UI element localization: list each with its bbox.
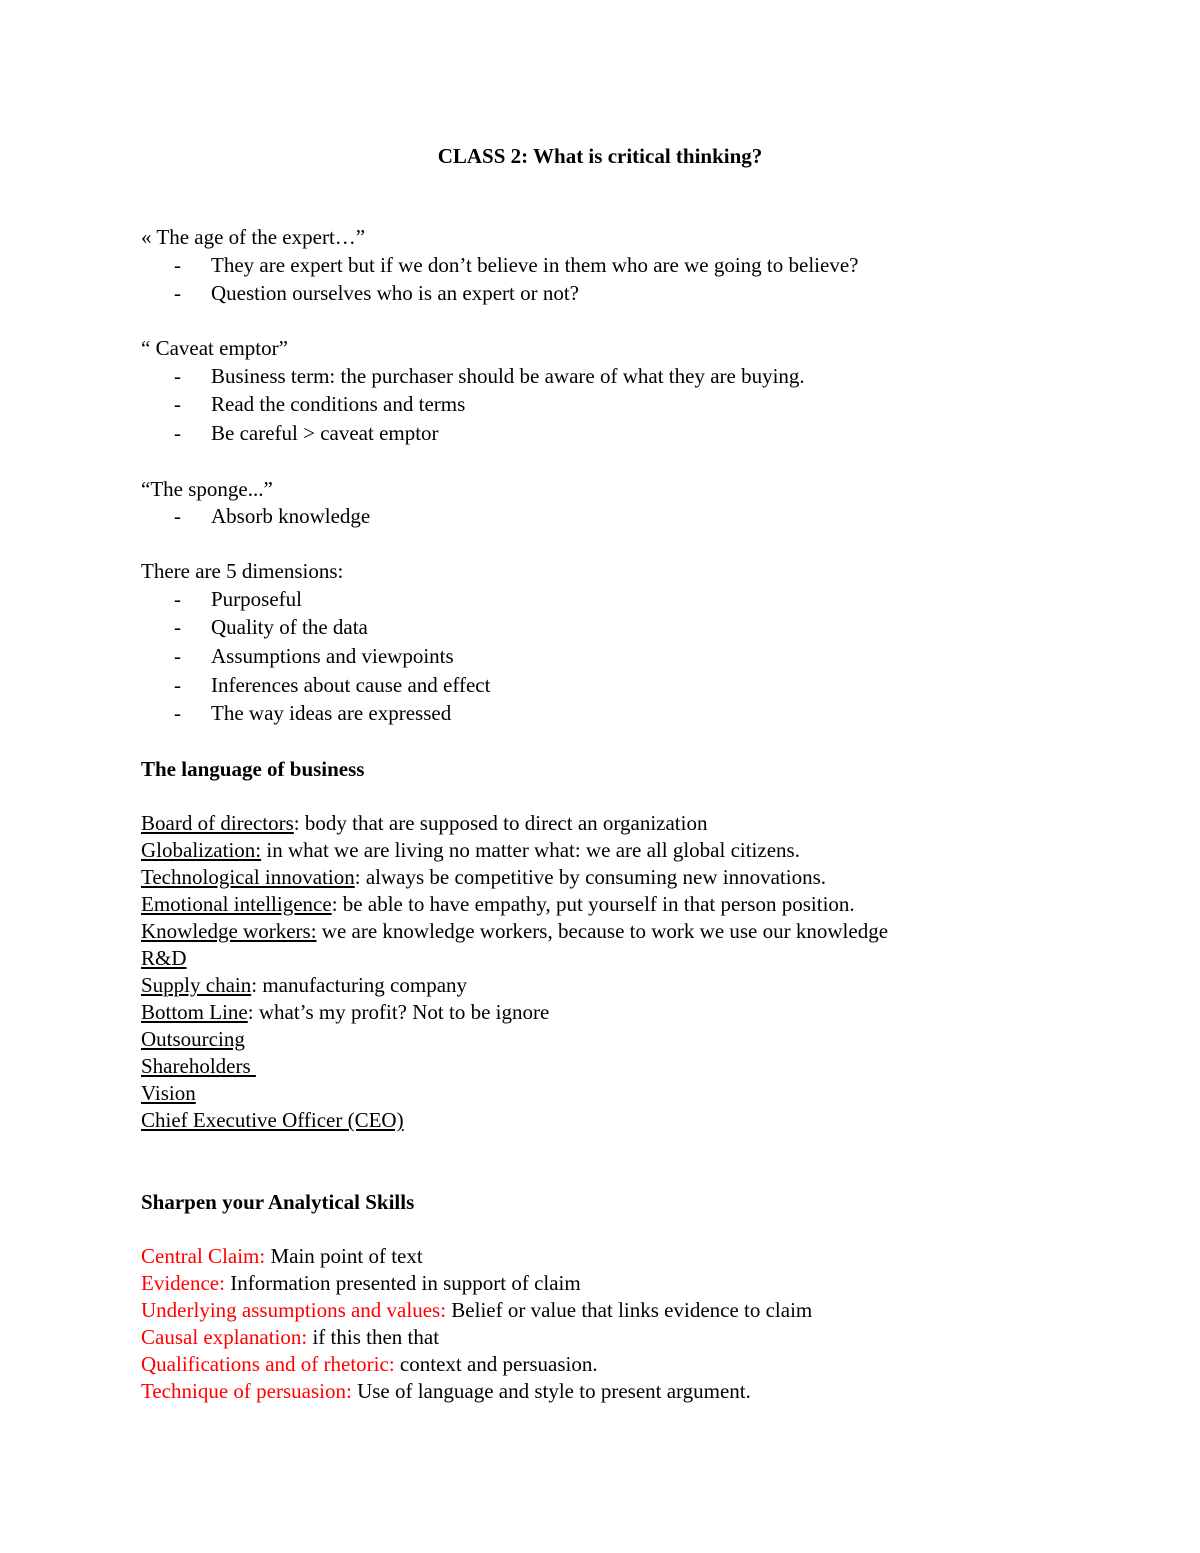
term-definition: always be competitive by consuming new innovations. — [360, 865, 826, 889]
expert-bullet-2 — [174, 280, 579, 307]
bullet-dash: - — [174, 364, 181, 388]
language-term-row — [141, 918, 888, 945]
bullet-dash: - — [174, 673, 181, 697]
dimensions-bullet-5 — [174, 700, 451, 727]
caveat-bullet-3 — [174, 420, 439, 447]
language-term-row — [141, 945, 187, 972]
language-heading: The language of business — [141, 757, 365, 781]
bullet-dash: - — [174, 392, 181, 416]
analytical-term-row — [141, 1243, 423, 1270]
term-label: Chief Executive Officer (CEO) — [141, 1108, 404, 1132]
term-definition: Information presented in support of claim — [224, 1271, 581, 1295]
expert-heading: « The age of the expert…” — [141, 225, 366, 249]
bullet-text: Inferences about cause and effect — [211, 673, 491, 697]
bullet-dash: - — [174, 644, 181, 668]
dimensions-bullet-4 — [174, 672, 490, 699]
analytical-term-row — [141, 1378, 751, 1405]
bullet-text: Absorb knowledge — [211, 504, 371, 528]
sponge-heading: “The sponge...” — [141, 477, 273, 501]
caveat-bullet-2 — [174, 391, 465, 418]
bullet-text: Read the conditions and terms — [211, 392, 466, 416]
language-term-row — [141, 999, 549, 1026]
bullet-text: Purposeful — [211, 587, 302, 611]
language-term-row — [141, 1053, 256, 1080]
bullet-dash: - — [174, 253, 181, 277]
term-separator: : — [247, 1000, 254, 1024]
term-label: Bottom Line — [141, 1000, 248, 1024]
term-label: R&D — [141, 946, 187, 970]
bullet-dash: - — [174, 701, 181, 725]
term-label: Board of directors — [141, 811, 294, 835]
term-definition: we are knowledge workers, because to work we use our knowledge — [316, 919, 889, 943]
page-title: CLASS 2: What is critical thinking? — [437, 144, 763, 168]
term-label: Emotional intelligence — [141, 892, 332, 916]
term-definition: body that are supposed to direct an organization — [299, 811, 708, 835]
language-term-row — [141, 891, 855, 918]
dimensions-bullet-1 — [174, 586, 302, 613]
term-label: Shareholders — [141, 1054, 256, 1078]
language-term-row — [141, 1080, 196, 1107]
term-definition: manufacturing company — [257, 973, 468, 997]
term-definition: context and persuasion. — [394, 1352, 598, 1376]
caveat-bullet-1 — [174, 363, 805, 390]
term-label: Globalization: — [141, 838, 262, 862]
bullet-text: Quality of the data — [211, 615, 368, 639]
analytical-term-row — [141, 1324, 439, 1351]
bullet-dash: - — [174, 587, 181, 611]
language-term-row — [141, 1107, 404, 1134]
bullet-text: Business term: the purchaser should be aware of what they are buying. — [211, 364, 805, 388]
term-label: Technique of persuasion: — [141, 1379, 352, 1403]
bullet-text: Question ourselves who is an expert or not? — [211, 281, 580, 305]
term-separator: : — [354, 865, 361, 889]
dimensions-bullet-2 — [174, 614, 368, 641]
term-label: Underlying assumptions and values: — [141, 1298, 447, 1322]
caveat-heading: “ Caveat emptor” — [141, 336, 288, 360]
expert-bullet-1 — [174, 252, 858, 279]
language-term-row — [141, 810, 707, 837]
term-definition: Use of language and style to present argument. — [351, 1379, 751, 1403]
language-term-row — [141, 972, 467, 999]
term-definition: in what we are living no matter what: we are all global citizens. — [261, 838, 800, 862]
term-label: Central Claim: — [141, 1244, 266, 1268]
term-definition: Main point of text — [265, 1244, 423, 1268]
analytical-heading: Sharpen your Analytical Skills — [141, 1190, 415, 1214]
bullet-dash: - — [174, 281, 181, 305]
term-label: Evidence: — [141, 1271, 225, 1295]
term-label: Supply chain — [141, 973, 252, 997]
term-label: Qualifications and of rhetoric: — [141, 1352, 395, 1376]
analytical-term-row — [141, 1297, 812, 1324]
term-label: Technological innovation — [141, 865, 355, 889]
bullet-text: They are expert but if we don’t believe in them who are we going to believe? — [211, 253, 859, 277]
analytical-term-row — [141, 1270, 581, 1297]
term-label: Vision — [141, 1081, 196, 1105]
term-label: Outsourcing — [141, 1027, 245, 1051]
term-definition: be able to have empathy, put yourself in that person position. — [337, 892, 855, 916]
language-term-row — [141, 837, 800, 864]
language-term-row — [141, 1026, 245, 1053]
bullet-dash: - — [174, 615, 181, 639]
bullet-text: Assumptions and viewpoints — [211, 644, 454, 668]
bullet-dash: - — [174, 421, 181, 445]
term-definition: what’s my profit? Not to be ignore — [253, 1000, 550, 1024]
term-definition: Belief or value that links evidence to claim — [446, 1298, 813, 1322]
term-label: Knowledge workers: — [141, 919, 317, 943]
bullet-text: The way ideas are expressed — [211, 701, 452, 725]
term-separator: : — [293, 811, 300, 835]
term-definition: if this then that — [307, 1325, 440, 1349]
language-term-row — [141, 864, 826, 891]
term-label: Causal explanation: — [141, 1325, 308, 1349]
term-separator: : — [251, 973, 258, 997]
bullet-dash: - — [174, 504, 181, 528]
sponge-bullet-1 — [174, 503, 370, 530]
dimensions-heading: There are 5 dimensions: — [141, 559, 344, 583]
bullet-text: Be careful > caveat emptor — [211, 421, 439, 445]
analytical-term-row — [141, 1351, 598, 1378]
dimensions-bullet-3 — [174, 643, 454, 670]
term-separator: : — [331, 892, 338, 916]
